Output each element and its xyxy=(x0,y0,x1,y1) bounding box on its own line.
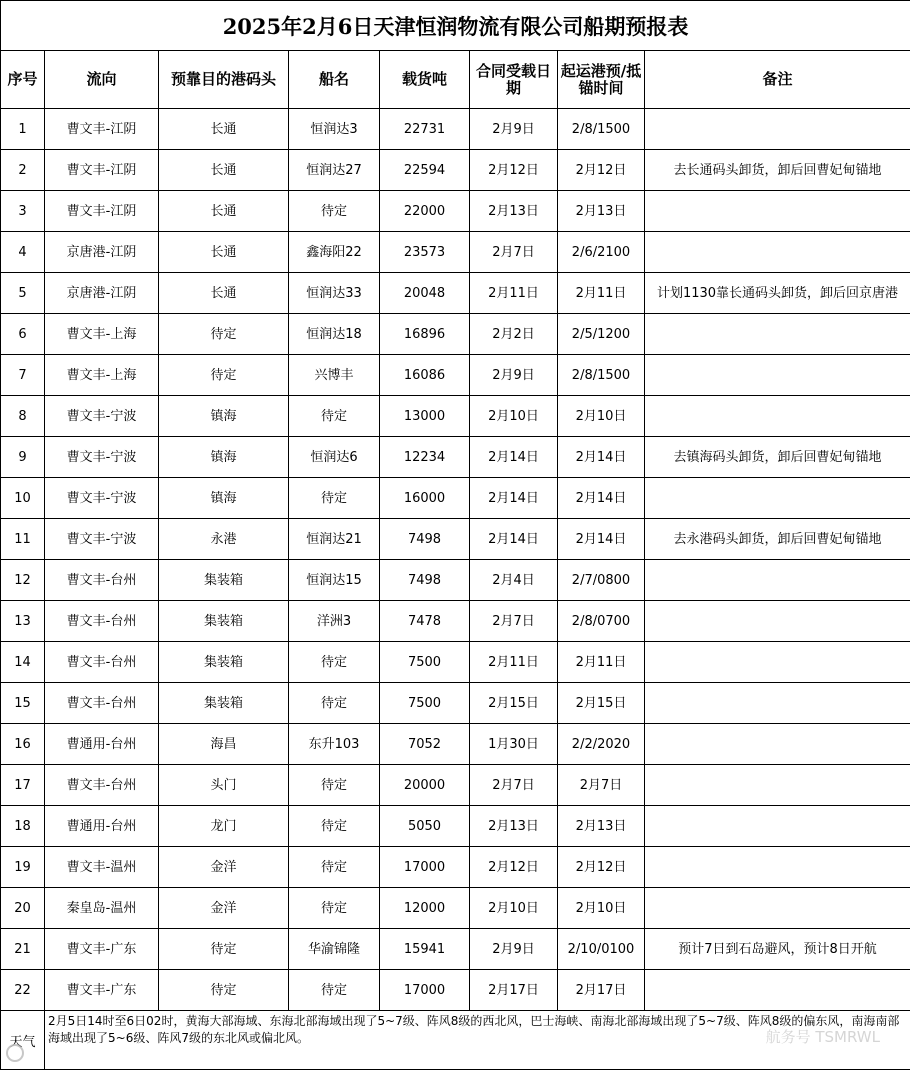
cell-eta: 2月12日 xyxy=(558,847,645,888)
cell-contract-date: 1月30日 xyxy=(470,724,558,765)
cell-ship: 恒润达33 xyxy=(289,273,380,314)
cell-note xyxy=(645,560,910,601)
table-row xyxy=(1,191,910,232)
cell-ship: 待定 xyxy=(289,970,380,1011)
table-row xyxy=(1,683,910,724)
cell-contract-date: 2月9日 xyxy=(470,929,558,970)
cell-port: 长通 xyxy=(159,191,289,232)
cell-ship: 待定 xyxy=(289,396,380,437)
cell-port: 待定 xyxy=(159,929,289,970)
cell-no: 7 xyxy=(1,355,45,396)
cell-contract-date: 2月11日 xyxy=(470,642,558,683)
table-row xyxy=(1,478,910,519)
cell-no: 14 xyxy=(1,642,45,683)
cell-ship: 恒润达18 xyxy=(289,314,380,355)
header-col-eta: 起运港预/抵锚时间 xyxy=(558,51,645,109)
cell-ship: 恒润达15 xyxy=(289,560,380,601)
table-row xyxy=(1,929,910,970)
cell-route: 曹文丰-广东 xyxy=(45,970,159,1011)
cell-tons: 7500 xyxy=(380,683,470,724)
weather-text: 2月5日14时至6日02时，黄海大部海域、东海北部海域出现了5~7级、阵风8级的西北风，巴士海峡、南海北部海域出现了5~7级、阵风8级的偏东风，南海南部海域出现了5~6级、阵风7级的东北风或偏北风。 xyxy=(45,1011,910,1070)
cell-no: 1 xyxy=(1,109,45,150)
cell-tons: 22731 xyxy=(380,109,470,150)
cell-ship: 兴博丰 xyxy=(289,355,380,396)
table-row xyxy=(1,642,910,683)
cell-eta: 2月11日 xyxy=(558,273,645,314)
cell-eta: 2月14日 xyxy=(558,478,645,519)
header-col-note: 备注 xyxy=(645,51,910,109)
cell-port: 集装箱 xyxy=(159,560,289,601)
cell-ship: 待定 xyxy=(289,642,380,683)
cell-ship: 待定 xyxy=(289,888,380,929)
cell-contract-date: 2月2日 xyxy=(470,314,558,355)
cell-eta: 2/8/0700 xyxy=(558,601,645,642)
cell-route: 曹文丰-温州 xyxy=(45,847,159,888)
table-row xyxy=(1,396,910,437)
table-header-row xyxy=(1,51,910,109)
cell-tons: 7478 xyxy=(380,601,470,642)
cell-eta: 2月7日 xyxy=(558,765,645,806)
cell-no: 17 xyxy=(1,765,45,806)
cell-tons: 7052 xyxy=(380,724,470,765)
cell-ship: 东升103 xyxy=(289,724,380,765)
header-col-port: 预靠目的港码头 xyxy=(159,51,289,109)
cell-port: 头门 xyxy=(159,765,289,806)
cell-route: 曹文丰-台州 xyxy=(45,642,159,683)
cell-port: 永港 xyxy=(159,519,289,560)
cell-note xyxy=(645,232,910,273)
cell-no: 8 xyxy=(1,396,45,437)
cell-tons: 7498 xyxy=(380,519,470,560)
table-row xyxy=(1,806,910,847)
table-row xyxy=(1,519,910,560)
cell-note xyxy=(645,724,910,765)
cell-route: 曹文丰-台州 xyxy=(45,683,159,724)
cell-tons: 7500 xyxy=(380,642,470,683)
cell-no: 13 xyxy=(1,601,45,642)
cell-eta: 2月15日 xyxy=(558,683,645,724)
cell-note xyxy=(645,191,910,232)
cell-eta: 2月14日 xyxy=(558,519,645,560)
cell-no: 12 xyxy=(1,560,45,601)
cell-note xyxy=(645,314,910,355)
cell-eta: 2/8/1500 xyxy=(558,355,645,396)
table-row xyxy=(1,847,910,888)
cell-port: 长通 xyxy=(159,273,289,314)
cell-note: 计划1130靠长通码头卸货，卸后回京唐港 xyxy=(645,273,910,314)
cell-eta: 2月17日 xyxy=(558,970,645,1011)
header-col-no: 序号 xyxy=(1,51,45,109)
cell-tons: 12234 xyxy=(380,437,470,478)
cell-route: 曹文丰-上海 xyxy=(45,355,159,396)
header-col-ship: 船名 xyxy=(289,51,380,109)
table-row xyxy=(1,437,910,478)
cell-route: 曹文丰-宁波 xyxy=(45,519,159,560)
cell-port: 海昌 xyxy=(159,724,289,765)
cell-no: 6 xyxy=(1,314,45,355)
cell-contract-date: 2月14日 xyxy=(470,519,558,560)
cell-contract-date: 2月7日 xyxy=(470,765,558,806)
cell-contract-date: 2月14日 xyxy=(470,478,558,519)
cell-ship: 恒润达6 xyxy=(289,437,380,478)
cell-tons: 17000 xyxy=(380,847,470,888)
cell-ship: 华渝锦隆 xyxy=(289,929,380,970)
cell-port: 镇海 xyxy=(159,478,289,519)
cell-route: 曹文丰-江阴 xyxy=(45,109,159,150)
cell-contract-date: 2月7日 xyxy=(470,232,558,273)
watermark: 航务号 TSMRWL xyxy=(766,1026,880,1047)
cell-contract-date: 2月13日 xyxy=(470,191,558,232)
cell-eta: 2/5/1200 xyxy=(558,314,645,355)
cell-eta: 2/10/0100 xyxy=(558,929,645,970)
cell-ship: 恒润达21 xyxy=(289,519,380,560)
cell-eta: 2月13日 xyxy=(558,806,645,847)
table-row xyxy=(1,109,910,150)
page-title: 2025年2月6日天津恒润物流有限公司船期预报表 xyxy=(1,1,910,51)
cell-no: 10 xyxy=(1,478,45,519)
cell-tons: 20000 xyxy=(380,765,470,806)
cell-contract-date: 2月17日 xyxy=(470,970,558,1011)
cell-eta: 2/7/0800 xyxy=(558,560,645,601)
cell-eta: 2/6/2100 xyxy=(558,232,645,273)
cell-ship: 待定 xyxy=(289,847,380,888)
weather-label: 天气 xyxy=(1,1011,45,1070)
cell-note xyxy=(645,642,910,683)
table-row xyxy=(1,273,910,314)
cell-port: 长通 xyxy=(159,232,289,273)
cell-no: 16 xyxy=(1,724,45,765)
cell-contract-date: 2月4日 xyxy=(470,560,558,601)
cell-no: 4 xyxy=(1,232,45,273)
cell-ship: 恒润达27 xyxy=(289,150,380,191)
cell-contract-date: 2月11日 xyxy=(470,273,558,314)
cell-route: 曹文丰-宁波 xyxy=(45,437,159,478)
cell-note xyxy=(645,396,910,437)
cell-port: 长通 xyxy=(159,109,289,150)
cell-note xyxy=(645,765,910,806)
table-row xyxy=(1,970,910,1011)
cell-ship: 待定 xyxy=(289,765,380,806)
table-row xyxy=(1,232,910,273)
cell-tons: 17000 xyxy=(380,970,470,1011)
cell-tons: 22000 xyxy=(380,191,470,232)
cell-eta: 2月14日 xyxy=(558,437,645,478)
cell-tons: 16896 xyxy=(380,314,470,355)
table-row xyxy=(1,765,910,806)
cell-tons: 16000 xyxy=(380,478,470,519)
table-row xyxy=(1,355,910,396)
cell-tons: 23573 xyxy=(380,232,470,273)
cell-ship: 鑫海阳22 xyxy=(289,232,380,273)
watermark-logo-icon xyxy=(6,1044,24,1062)
cell-note xyxy=(645,355,910,396)
cell-tons: 12000 xyxy=(380,888,470,929)
cell-eta: 2月10日 xyxy=(558,888,645,929)
cell-note xyxy=(645,970,910,1011)
cell-route: 曹文丰-上海 xyxy=(45,314,159,355)
cell-route: 曹通用-台州 xyxy=(45,724,159,765)
cell-route: 曹文丰-广东 xyxy=(45,929,159,970)
cell-route: 京唐港-江阴 xyxy=(45,273,159,314)
cell-contract-date: 2月10日 xyxy=(470,888,558,929)
cell-eta: 2/2/2020 xyxy=(558,724,645,765)
table-row xyxy=(1,150,910,191)
cell-route: 曹文丰-台州 xyxy=(45,560,159,601)
cell-port: 龙门 xyxy=(159,806,289,847)
cell-note xyxy=(645,109,910,150)
cell-port: 金洋 xyxy=(159,888,289,929)
cell-ship: 待定 xyxy=(289,683,380,724)
cell-route: 京唐港-江阴 xyxy=(45,232,159,273)
cell-route: 秦皇岛-温州 xyxy=(45,888,159,929)
cell-eta: 2月12日 xyxy=(558,150,645,191)
cell-port: 长通 xyxy=(159,150,289,191)
cell-tons: 16086 xyxy=(380,355,470,396)
cell-note xyxy=(645,601,910,642)
cell-contract-date: 2月12日 xyxy=(470,150,558,191)
cell-contract-date: 2月13日 xyxy=(470,806,558,847)
table-row xyxy=(1,888,910,929)
table-row xyxy=(1,560,910,601)
cell-note: 去长通码头卸货，卸后回曹妃甸锚地 xyxy=(645,150,910,191)
cell-no: 2 xyxy=(1,150,45,191)
cell-ship: 待定 xyxy=(289,191,380,232)
cell-tons: 13000 xyxy=(380,396,470,437)
cell-tons: 20048 xyxy=(380,273,470,314)
cell-contract-date: 2月10日 xyxy=(470,396,558,437)
cell-tons: 22594 xyxy=(380,150,470,191)
cell-note: 去镇海码头卸货，卸后回曹妃甸锚地 xyxy=(645,437,910,478)
table-row xyxy=(1,314,910,355)
cell-no: 22 xyxy=(1,970,45,1011)
header-col-tons: 载货吨 xyxy=(380,51,470,109)
cell-no: 5 xyxy=(1,273,45,314)
cell-tons: 5050 xyxy=(380,806,470,847)
cell-note xyxy=(645,478,910,519)
cell-no: 3 xyxy=(1,191,45,232)
cell-ship: 待定 xyxy=(289,806,380,847)
cell-no: 11 xyxy=(1,519,45,560)
cell-ship: 洋洲3 xyxy=(289,601,380,642)
cell-contract-date: 2月9日 xyxy=(470,109,558,150)
table-row xyxy=(1,601,910,642)
cell-port: 待定 xyxy=(159,314,289,355)
cell-port: 集装箱 xyxy=(159,683,289,724)
cell-eta: 2/8/1500 xyxy=(558,109,645,150)
cell-route: 曹文丰-台州 xyxy=(45,765,159,806)
cell-port: 待定 xyxy=(159,355,289,396)
cell-route: 曹文丰-宁波 xyxy=(45,396,159,437)
cell-port: 待定 xyxy=(159,970,289,1011)
cell-eta: 2月13日 xyxy=(558,191,645,232)
cell-contract-date: 2月15日 xyxy=(470,683,558,724)
cell-no: 9 xyxy=(1,437,45,478)
cell-contract-date: 2月7日 xyxy=(470,601,558,642)
cell-route: 曹文丰-宁波 xyxy=(45,478,159,519)
cell-note xyxy=(645,683,910,724)
cell-note: 去永港码头卸货，卸后回曹妃甸锚地 xyxy=(645,519,910,560)
cell-note xyxy=(645,847,910,888)
cell-route: 曹通用-台州 xyxy=(45,806,159,847)
cell-no: 20 xyxy=(1,888,45,929)
cell-port: 集装箱 xyxy=(159,601,289,642)
cell-route: 曹文丰-江阴 xyxy=(45,191,159,232)
cell-ship: 待定 xyxy=(289,478,380,519)
cell-note xyxy=(645,888,910,929)
cell-no: 15 xyxy=(1,683,45,724)
cell-route: 曹文丰-江阴 xyxy=(45,150,159,191)
cell-no: 19 xyxy=(1,847,45,888)
cell-tons: 7498 xyxy=(380,560,470,601)
cell-no: 18 xyxy=(1,806,45,847)
table-row xyxy=(1,724,910,765)
cell-eta: 2月10日 xyxy=(558,396,645,437)
cell-note: 预计7日到石岛避风，预计8日开航 xyxy=(645,929,910,970)
cell-tons: 15941 xyxy=(380,929,470,970)
cell-contract-date: 2月14日 xyxy=(470,437,558,478)
cell-port: 集装箱 xyxy=(159,642,289,683)
header-col-contract-date: 合同受载日期 xyxy=(470,51,558,109)
header-col-route: 流向 xyxy=(45,51,159,109)
cell-eta: 2月11日 xyxy=(558,642,645,683)
cell-no: 21 xyxy=(1,929,45,970)
cell-ship: 恒润达3 xyxy=(289,109,380,150)
cell-port: 镇海 xyxy=(159,396,289,437)
cell-contract-date: 2月9日 xyxy=(470,355,558,396)
cell-route: 曹文丰-台州 xyxy=(45,601,159,642)
cell-port: 金洋 xyxy=(159,847,289,888)
cell-port: 镇海 xyxy=(159,437,289,478)
cell-note xyxy=(645,806,910,847)
cell-contract-date: 2月12日 xyxy=(470,847,558,888)
